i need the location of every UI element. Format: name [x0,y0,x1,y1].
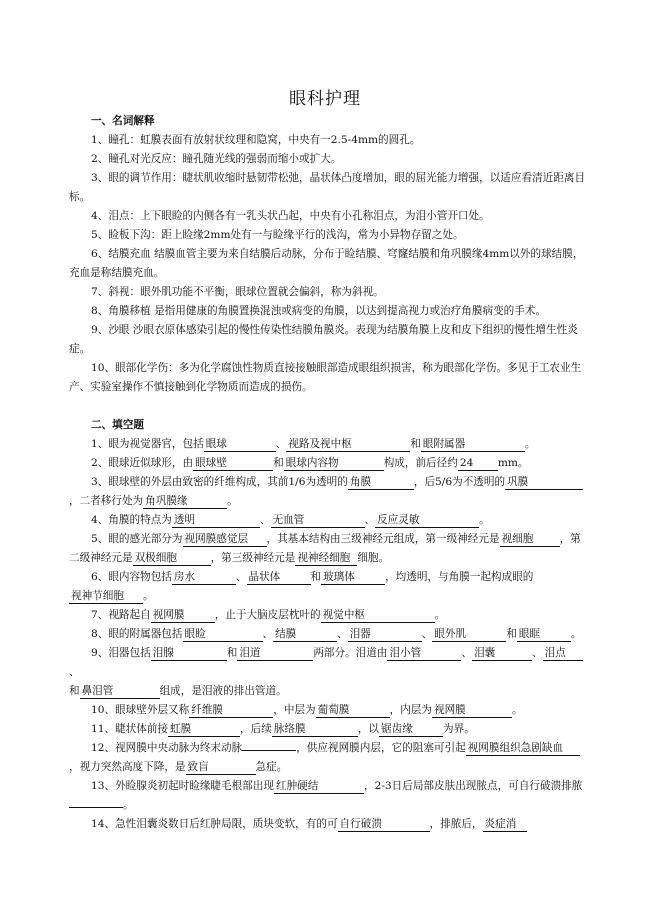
fill-in-question-13: 13、外睑腺炎初起时睑缘睫毛根部出现 红肿硬结 ，2-3日后局部皮肤出现脓点，可自行破溃排脓。 [69,777,589,815]
answer-blank: 透明 [172,513,260,528]
fill-in-question-3: 3、眼球壁的外层由致密的纤维构成，其前1/6为透明的 角膜 ，后5/6为不透明的 巩膜，二者移行处为 角巩膜缘 。 [69,473,589,511]
answer-blank: 玻璃体 [321,570,385,585]
answer-blank [69,807,123,808]
fill-in-question-11: 11、睫状体前接 虹膜 ，后续 脉络膜 ，以 锯齿缘 为界。 [91,723,475,735]
answer-blank: 锯齿缘 [379,722,443,737]
answer-blank: 视网膜组织急剧缺血 [466,741,580,756]
answer-blank: 虹膜 [168,722,240,737]
definition-item: 4、泪点：上下眼睑的内侧各有一乳头状凸起，中央有小孔称泪点，为泪小管开口处。 [91,210,490,222]
answer-blank: 视网膜 [432,703,512,718]
answer-blank [242,750,296,751]
answer-blank: 泪道 [237,646,313,661]
fill-in-question-9: 9、泪器包括 泪腺 和 泪道 两部分。泪道由 泪小管 、 泪囊 、 泪点、 和 鼻泪管 组成，是泪液的排出管道。 [69,644,589,701]
answer-blank: 泪囊 [472,646,532,661]
definition-item: 2、瞳孔对光反应：瞳孔随光线的强弱而缩小或扩大。 [91,153,342,165]
definition-item: 1、瞳孔：虹膜表面有放射状纹理和隐窝，中央有一2.5-4mm的圆孔。 [91,134,421,146]
answer-blank: 致盲 [186,760,256,775]
definition-item: 5、睑板下沟：距上睑缘2mm处有一与睑缘平行的浅沟，常为小异物存留之处。 [91,229,464,241]
answer-blank: 角膜 [348,475,414,490]
answer-blank: 眼球内容物 [284,456,384,471]
answer-blank: 房水 [172,570,236,585]
answer-blank: 24 [458,456,498,471]
fill-in-question-5: 5、眼的感光部分为 视网膜感觉层 ，其基本结构由三级神经元组成，第一级神经元是 视细胞 ，第二级神经元是 双极细胞 ，第三级神经元是 视神经细胞 细胞。 [69,533,581,564]
answer-blank: 角巩膜缘 [143,494,227,509]
answer-blank: 视细胞 [500,532,560,547]
definition-item: 3、眼的调节作用：睫状肌收缩时悬韧带松弛，晶状体凸度增加，眼的屈光能力增强，以适应看清近距离目标。 [69,172,586,203]
answer-blank: 晶状体 [247,570,311,585]
answer-blank: 葡萄膜 [316,703,390,718]
answer-blank: 双极细胞 [133,551,211,566]
answer-blank: 眼眶 [517,627,571,642]
answer-blank: 炎症消 [483,817,527,832]
answer-blank: 视神经细胞 [295,551,357,566]
fill-in-question-7: 7、视路起自 视网膜 ，止于大脑皮层枕叶的 视觉中枢 。 [91,609,446,621]
answer-blank: 纤维膜 [189,703,273,718]
answer-blank: 视网膜 [151,608,215,623]
answer-blank: 反应灵敏 [375,513,479,528]
section-heading-definitions: 一、名词解释 [91,115,155,127]
answer-blank: 视觉中枢 [321,608,435,623]
answer-blank: 眼外肌 [432,627,506,642]
answer-blank: 泪小管 [387,646,461,661]
fill-in-question-8: 8、眼的附属器包括 眼睑 、 结膜 、 泪器 、 眼外肌 和 眼眶 。 [91,628,582,640]
answer-blank: 眼球壁 [193,456,273,471]
definition-item: 10、眼部化学伤：多为化学腐蚀性物质直接接触眼部造成眼组织损害，称为眼部化学伤。多见于工农业生产、实验室操作不慎接触到化学物质而造成的损伤。 [69,362,582,393]
answer-blank: 无血管 [271,513,365,528]
answer-blank: 结膜 [273,627,337,642]
fill-in-question-4: 4、角膜的特点为 透明 、 无血管 、 反应灵敏 。 [91,514,490,526]
answer-blank: 泪腺 [151,646,227,661]
answer-blank: 泪器 [348,627,422,642]
fill-in-question-1: 1、眼为视觉器官，包括 眼球 、 视路及视中枢 和 眼附属器 。 [91,438,536,450]
definition-item: 8、角膜移植 是指用健康的角膜置换混浊或病变的角膜，以达到提高视力或治疗角膜病变的手术。 [91,305,547,317]
answer-blank: 眼球 [204,437,276,452]
definition-item: 6、结膜充血 结膜血管主要为来自结膜后动脉，分布于睑结膜、穹窿结膜和角巩膜缘4mm以外的球结膜，充血是称结膜充血。 [69,248,584,279]
answer-blank: 视路及视中枢 [286,437,410,452]
fill-in-question-12: 12、视网膜中央动脉为终末动脉 ，供应视网膜内层，它的阻塞可引起 视网膜组织急剧缺血，视力突然高度下降，是 致盲 急症。 [69,739,589,777]
answer-blank: 泪点 [543,646,583,661]
definition-item: 9、沙眼 沙眼衣原体感染引起的慢性传染性结膜角膜炎。表现为结膜角膜上皮和皮下组织的慢性增生性炎症。 [69,324,578,355]
answer-blank: 红肿硬结 [274,779,364,794]
document-body [69,112,589,834]
fill-in-question-6: 6、眼内容物包括 房水 、 晶状体 和 玻璃体 ，均透明，与角膜一起构成眼的视神节细胞 。 [71,571,534,602]
definition-item: 7、斜视：眼外肌功能不平衡，眼球位置就会偏斜，称为斜视。 [91,286,384,298]
answer-blank: 巩膜 [505,475,583,490]
section-heading-fill-in: 二、填空题 [91,419,144,431]
fill-in-question-10: 10、眼球壁外层又称 纤维膜 ，中层为 葡萄膜 ，内层为 视网膜 。 [91,704,523,716]
fill-in-question-2: 2、眼球近似球形，由 眼球壁 和 眼球内容物 构成，前后径约 24 mm。 [91,457,529,469]
answer-blank: 视网膜感觉层 [183,532,267,547]
answer-blank: 自行破溃 [338,817,430,832]
answer-blank: 视神节细胞 [69,589,143,604]
answer-blank: 鼻泪管 [80,684,160,699]
answer-blank: 眼附属器 [421,437,525,452]
answer-blank: 脉络膜 [272,722,358,737]
answer-blank: 眼睑 [183,627,263,642]
fill-in-question-14: 14、急性泪囊炎数日后红肿局限，质块变软，有的可 自行破溃 ，排脓后， 炎症消 [69,815,589,834]
page-title: 眼科护理 [289,89,361,109]
